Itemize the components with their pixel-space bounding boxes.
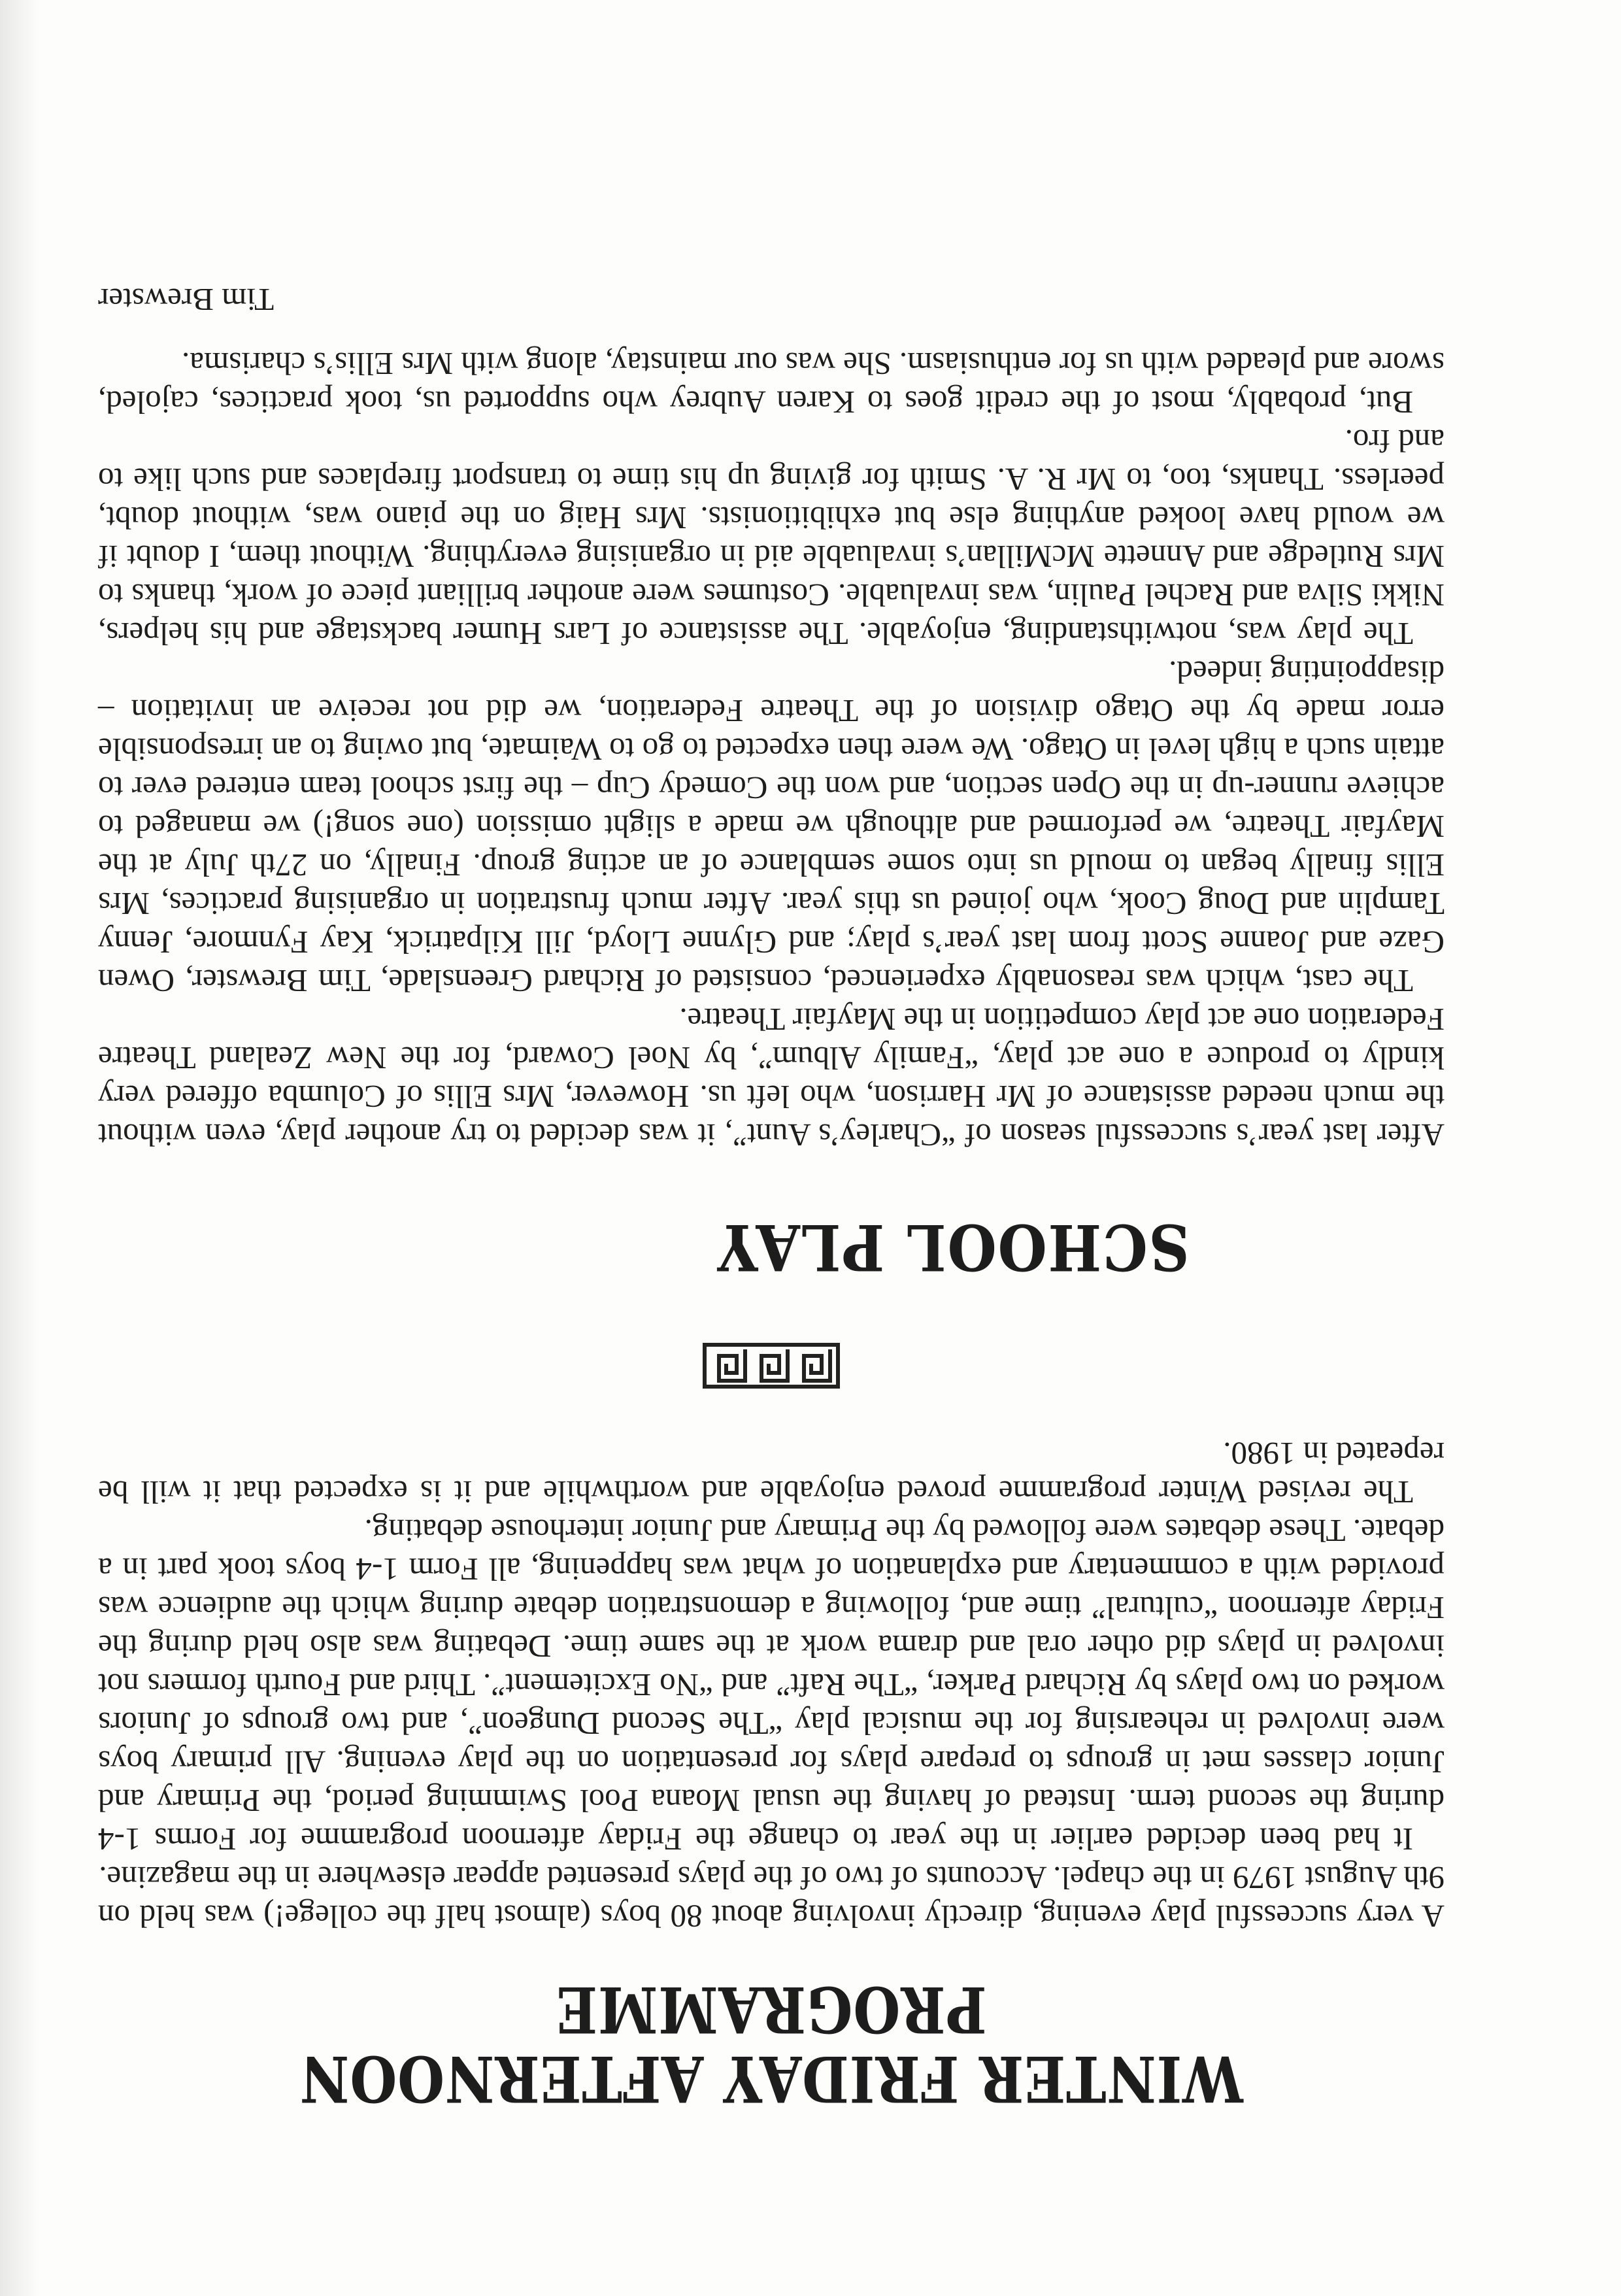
winter-programme-title: WINTER FRIDAY AFTERNOON PROGRAMME <box>299 1972 1243 2116</box>
play-paragraph-1: After last year’s successful season of “Charley’s Aunt”, it was decided to try another play, even without the much needed assistance of Mr Harrison, who left us. However, Mrs Ellis of Columba offered very kindly to produce a one act play, “Family Album”, by Noel Coward, for the New Zealand Theatre Federation one act play competition in the Mayfair Theatre. <box>98 1001 1445 1153</box>
winter-paragraph-2: It had been decided earlier in the year to change the Friday afternoon programme for Forms 1-4 during the second term. Instead of having the usual Moana Pool Swimming period, the Primary and Junior classes met in groups to prepare plays for presentation on the play evening. All primary boys were involved in rehearsing for the musical play “The Second Dungeon”, and two groups of Juniors worked on two plays by Richard Parker, “The Raft” and “No Excitement”. Third and Fourth formers not involved in plays did other oral and drama work at the same time. Debating was also held during the Friday afternoon “cultural” time and, following a demonstration debate during which the audience was provided with a commentary and explanation of what was happening, all Form 1-4 boys took part in a debate. These debates were followed by the Primary and Junior interhouse debating. <box>98 1512 1445 1857</box>
winter-paragraph-1: A very successful play evening, directly involving about 80 boys (almost half the college!) was held on 9th August 1979 in the chapel. Accounts of two of the plays presented appear elsewhere in the magazine. <box>98 1859 1445 1934</box>
play-paragraph-2: The cast, which was reasonably experienced, consisted of Richard Greenslade, Tim Brewster, Owen Gaze and Joanne Scott from last year’s play; and Glynne Lloyd, Jill Kilpatrick, Kay Fynmore, Jenny Tamplin and Doug Cook, who joined us this year. After much frustration in organising practices, Mrs Ellis finally began to mould us into some semblance of an acting group. Finally, on 27th July at the Mayfair Theatre, we performed and although we made a slight omission (one song!) we managed to achieve runner-up in the Open section, and won the Comedy Cup – the first school team entered ever to attain such a high level in Otago. We were then expected to go to Waimate, but owing to an irresponsible error made by the Otago division of the Theatre Federation, we did not receive an invitation – disappointing indeed. <box>98 654 1445 999</box>
scan-shadow <box>0 0 39 2296</box>
greek-key-ornament-icon <box>703 1343 840 1389</box>
article-column <box>98 281 1445 2116</box>
play-paragraph-4: But, probably, most of the credit goes to Karen Aubrey who supported us, took practices, cajoled, swore and pleaded with us for enthusiasm. She was our mainstay, along with Mrs Ellis’s charisma. <box>98 345 1445 420</box>
author-signature: Tim Brewster <box>98 281 275 318</box>
school-play-title: SCHOOL PLAY <box>716 1209 1190 1284</box>
winter-paragraph-3: The revised Winter programme proved enjoyable and worthwhile and it is expected that it will be repeated in 1980. <box>98 1435 1445 1510</box>
play-paragraph-3: The play was, notwithstanding, enjoyable. The assistance of Lars Humer backstage and his helpers, Nikki Silva and Rachel Paulin, was invaluable. Costumes were another brilliant piece of work, thanks to Mrs Rutledge and Annette McMillan’s invaluable aid in organising everything. Without them, I doubt if we would have looked anything else but exhibitionists. Mrs Haig on the piano was, without doubt, peerless. Thanks, too, to Mr R. A. Smith for giving up his time to transport fireplaces and such like to and fro. <box>98 422 1445 652</box>
